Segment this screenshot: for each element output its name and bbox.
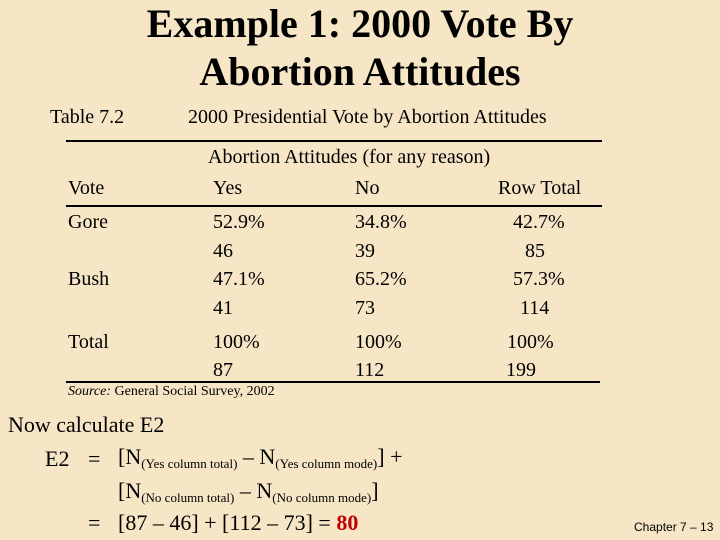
calc-result-line: [118, 510, 358, 536]
cell-total-total-pct: 100%: [507, 331, 554, 353]
cell-bush-total-n: 114: [520, 297, 550, 319]
slide-title-line2: Abortion Attitudes: [199, 49, 521, 94]
calc-yes-sub-mode: (Yes column mode): [275, 456, 378, 471]
calc-expression: [87 – 46] + [112 – 73] =: [118, 510, 331, 535]
table-header-rule: [66, 205, 602, 207]
header-vote: Vote: [68, 177, 105, 199]
cell-total-yes-n: 87: [213, 359, 233, 381]
source-label: Source:: [68, 384, 112, 399]
calc-equals-1: =: [88, 446, 101, 471]
calc-no-close: ]: [371, 478, 379, 503]
calc-no-sub-mode: (No column mode): [272, 490, 372, 505]
table-top-rule: [66, 140, 602, 142]
cell-bush-total-pct: 57.3%: [513, 268, 565, 290]
source-note: [68, 384, 275, 400]
header-no: No: [355, 177, 380, 199]
table-label: Table 7.2: [50, 106, 125, 128]
row-label-bush: Bush: [68, 268, 110, 290]
calc-heading: Now calculate E2: [8, 412, 165, 437]
cell-gore-total-pct: 42.7%: [513, 211, 565, 233]
cell-gore-no-n: 39: [355, 240, 375, 262]
calc-lhs: E2: [45, 446, 70, 471]
source-text: General Social Survey, 2002: [114, 384, 275, 399]
cell-total-no-n: 112: [355, 359, 385, 381]
cell-bush-yes-pct: 47.1%: [213, 268, 265, 290]
calc-no-open: [N: [118, 478, 142, 503]
cell-gore-yes-pct: 52.9%: [213, 211, 265, 233]
slide-title-line1: Example 1: 2000 Vote By: [146, 1, 574, 46]
header-yes: Yes: [213, 177, 243, 199]
calc-line-no: [118, 478, 379, 506]
calc-answer: 80: [336, 510, 359, 535]
cell-total-total-n: 199: [506, 359, 536, 381]
cell-bush-no-n: 73: [355, 297, 375, 319]
calc-yes-minus: – N: [237, 444, 276, 469]
table-title: 2000 Presidential Vote by Abortion Attitudes: [188, 106, 547, 128]
calc-no-sub-total: (No column total): [141, 490, 235, 505]
calc-yes-open: [N: [118, 444, 142, 469]
slide-footer: Chapter 7 – 13: [634, 520, 714, 534]
calc-equals-2: =: [88, 510, 101, 535]
calc-line-yes: [118, 444, 402, 472]
row-label-gore: Gore: [68, 211, 108, 233]
calc-no-minus: – N: [234, 478, 273, 503]
cell-total-yes-pct: 100%: [213, 331, 260, 353]
cell-bush-yes-n: 41: [213, 297, 233, 319]
spanner-heading: Abortion Attitudes (for any reason): [208, 146, 491, 168]
calc-yes-sub-total: (Yes column total): [141, 456, 238, 471]
calc-yes-close: ] +: [377, 444, 403, 469]
cell-gore-no-pct: 34.8%: [355, 211, 407, 233]
cell-gore-yes-n: 46: [213, 240, 233, 262]
cell-bush-no-pct: 65.2%: [355, 268, 407, 290]
header-row-total: Row Total: [498, 177, 582, 199]
cell-gore-total-n: 85: [525, 240, 545, 262]
row-label-total: Total: [68, 331, 109, 353]
cell-total-no-pct: 100%: [355, 331, 402, 353]
